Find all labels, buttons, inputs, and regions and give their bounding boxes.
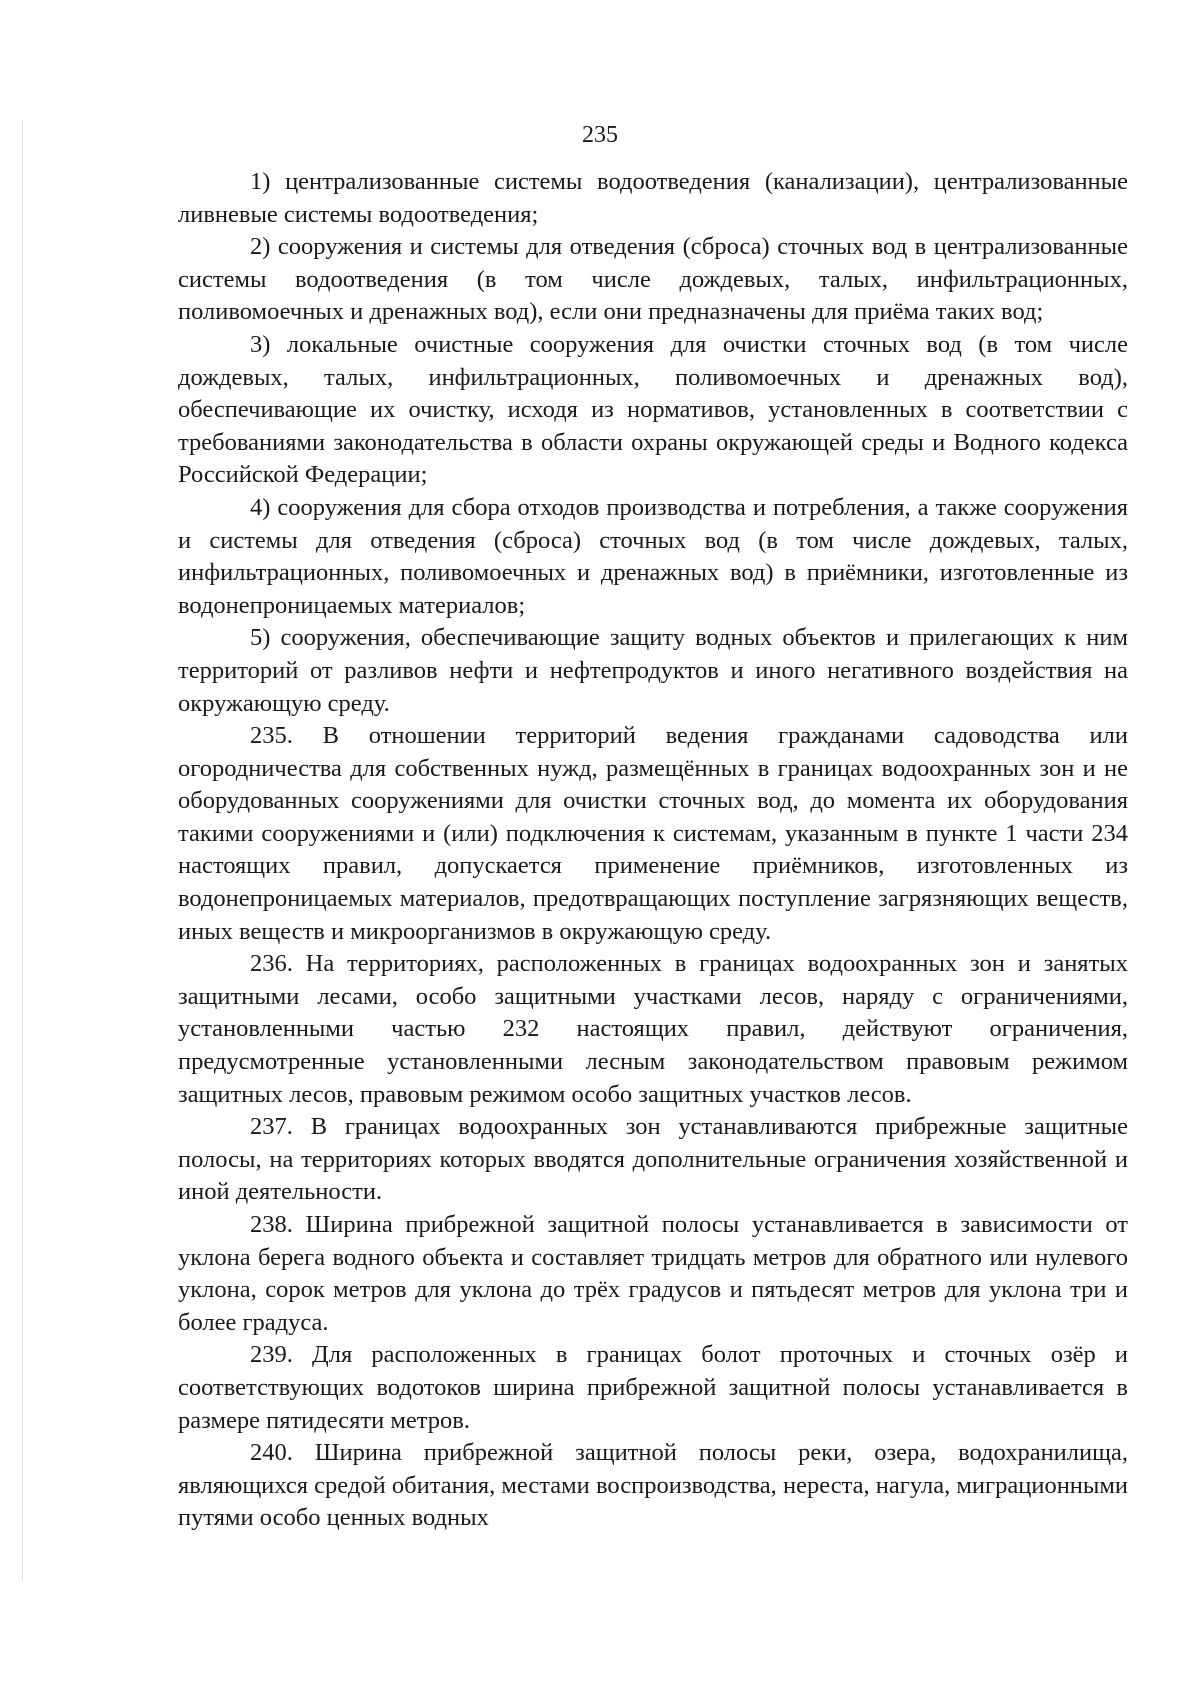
paragraph-item-1: 1) централизованные системы водоотведения (канализации), централизованные ливневые системы водоотведения; <box>178 168 1128 228</box>
scan-edge-line <box>22 120 23 1580</box>
paragraph-item-4: 4) сооружения для сбора отходов производства и потребления, а также сооружения и системы для отведения (сброса) сточных вод (в том числе дождевых, талых, инфильтрационных, поливомоечных и дренажных вод) в приёмники, изготовленные из водонепроницаемых материалов; <box>178 493 1128 619</box>
paragraph-clause-236: 236. На территориях, расположенных в границах водоохранных зон и занятых защитными лесами, особо защитными участками лесов, наряду с ограничениями, установленными частью 232 настоящих правил, действуют ограничения, предусмотренные установленными лесным законодательством правовым режимом защитных лесов, правовым режимом особо защитных участков лесов. <box>178 950 1128 1108</box>
page-number: 235 <box>582 122 618 148</box>
paragraph-item-3: 3) локальные очистные сооружения для очистки сточных вод (в том числе дождевых, талых, инфильтрационных, поливомоечных и дренажных вод), обеспечивающие их очистку, исходя из нормативов, установленных в соответствии с требованиями законодательства в области охраны окружающей среды и Водного кодекса Российской Федерации; <box>178 330 1128 489</box>
paragraph-clause-235: 235. В отношении территорий ведения гражданами садоводства или огородничества для собственных нужд, размещённых в границах водоохранных зон и не оборудованных сооружениями для очистки сточных вод, до момента их оборудования такими сооружениями и (или) подключения к системам, указанным в пункте 1 части 234 настоящих правил, допускается применение приёмников, изготовленных из водонепроницаемых материалов, предотвращающих поступление загрязняющих веществ, иных веществ и микроорганизмов в окружающую среду. <box>178 722 1128 945</box>
paragraph-item-2: 2) сооружения и системы для отведения (сброса) сточных вод в централизованные системы водоотведения (в том числе дождевых, талых, инфильтрационных, поливомоечных и дренажных вод), если они предназначены для приёма таких вод; <box>178 233 1128 326</box>
paragraph-clause-237: 237. В границах водоохранных зон устанавливаются прибрежные защитные полосы, на территориях которых вводятся дополнительные ограничения хозяйственной и иной деятельности. <box>178 1113 1128 1206</box>
paragraph-clause-239: 239. Для расположенных в границах болот проточных и сточных озёр и соответствующих водотоков ширина прибрежной защитной полосы устанавливается в размере пятидесяти метров. <box>178 1341 1128 1434</box>
document-body <box>178 166 1128 1535</box>
paragraph-clause-240: 240. Ширина прибрежной защитной полосы реки, озера, водохранилища, являющихся средой обитания, местами воспроизводства, нереста, нагула, миграционными путями особо ценных водных <box>178 1439 1128 1532</box>
paragraph-item-5: 5) сооружения, обеспечивающие защиту водных объектов и прилегающих к ним территорий от разливов нефти и нефтепродуктов и иного негативного воздействия на окружающую среду. <box>178 624 1128 717</box>
paragraph-clause-238: 238. Ширина прибрежной защитной полосы устанавливается в зависимости от уклона берега водного объекта и составляет тридцать метров для обратного или нулевого уклона, сорок метров для уклона до трёх градусов и пятьдесят метров для уклона три и более градуса. <box>178 1211 1128 1336</box>
